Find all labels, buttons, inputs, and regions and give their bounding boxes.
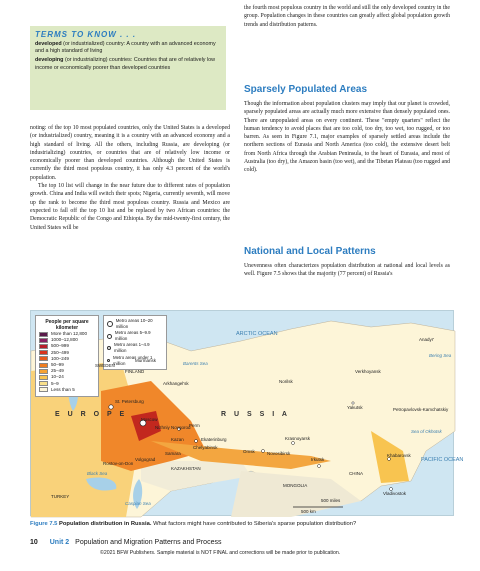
metro-dot-icon bbox=[107, 321, 113, 327]
terms-to-know-box bbox=[30, 26, 226, 110]
section-heading-national: National and Local Patterns bbox=[244, 246, 376, 257]
paragraph: the fourth most populous country in the world and still the only developed country in the group. Population changes in these countries can greatly affect global population growth trends and distribution patterns. bbox=[244, 5, 450, 28]
caption-question: What factors might have contributed to Siberia's sparse population distribution? bbox=[153, 521, 357, 527]
legend-swatch bbox=[39, 356, 48, 361]
legend-label: 1000–12,800 bbox=[51, 337, 78, 343]
city-label-krasnoyarsk: Krasnoyarsk bbox=[285, 436, 311, 441]
metro-legend-item: Metro areas under 1 million bbox=[107, 355, 163, 367]
metro-legend-item: Metro areas 1–4.9 million bbox=[107, 342, 163, 354]
legend-swatch bbox=[39, 369, 48, 374]
legend-swatch bbox=[39, 344, 48, 349]
europe-label: E U R O P E bbox=[55, 411, 128, 418]
city-label-arkhangelsk: Arkhangel'sk bbox=[163, 381, 189, 386]
unit-title: Population and Migration Patterns and Process bbox=[75, 539, 222, 546]
city-label-khabarovsk: Khabarovsk bbox=[387, 453, 411, 458]
density-legend bbox=[35, 315, 99, 397]
legend-label: 5–9 bbox=[51, 380, 59, 386]
term-definition-developed: developed (or industrialized) country: A country with an advanced economy and a high standard of living bbox=[35, 41, 216, 55]
barents-sea-label: Barents Sea bbox=[183, 361, 208, 366]
legend-label: More than 12,800 bbox=[51, 331, 88, 336]
legend-swatch bbox=[39, 375, 48, 380]
caption-title: Population distribution in Russia. bbox=[59, 521, 152, 527]
caspian-sea-label: Caspian Sea bbox=[125, 501, 151, 506]
paragraph: Unevenness often characterizes population distribution at national and local levels as well. Figure 7.5 shows that the majority (77 percent) of Russia's bbox=[244, 263, 450, 278]
city-label-yakutsk: Yakutsk bbox=[347, 405, 363, 410]
china-label: CHINA bbox=[349, 471, 364, 476]
unit-label: Unit 2 bbox=[49, 539, 70, 546]
metro-dot-icon bbox=[107, 334, 112, 339]
scale-label-miles: 500 miles bbox=[321, 498, 341, 503]
metro-legend-item: Metro areas 10–20 million bbox=[107, 318, 163, 330]
paragraph: The top 10 list will change in the near future due to different rates of population growth. China and India will switch their spots; Nigeria, currently seventh, will move up the rank to become the third most populous country. Russia and Mexico are expected to fall off the top 10 list and be replaced by two African countries: the Democratic Republic of the Congo and Ethiopia. By the mid-twenty-first century, the United States will be bbox=[30, 183, 230, 231]
city-label-petropavlovsk: Petropavlovsk-Kamchatskiy bbox=[393, 407, 449, 412]
finland-label: FINLAND bbox=[125, 369, 145, 374]
city-label-st-petersburg: St. Petersburg bbox=[115, 399, 144, 404]
city-label-norilsk: Norilsk bbox=[279, 379, 293, 384]
legend-label: 250–499 bbox=[51, 349, 69, 355]
legend-label: 100–249 bbox=[51, 355, 69, 361]
city-dot bbox=[262, 450, 265, 453]
term-definition-developing: developing (or industrializing) countries: Countries that are of relatively low income or economically poorer than developed countries bbox=[35, 57, 216, 71]
city-label-verkhoyansk: Verkhoyansk bbox=[355, 369, 381, 374]
black-sea-label: Black Sea bbox=[87, 471, 108, 476]
russia-label: R U S S I A bbox=[221, 411, 290, 418]
city-label-perm: Perm bbox=[189, 423, 200, 428]
city-label-omsk: Omsk bbox=[243, 449, 255, 454]
paragraph: Though the information about population clusters may imply that our planet is crowded, sparsely populated areas are actually much more extensive than densely populated ones. There are unpopulated areas on every continent. These "empty quarters" reflect the human tendency to avoid places that are too cold, too dry, too wet, too rugged, or too barren. As seen in Figure 7.1, major examples of sparsely settled areas include the northern sections of Eurasia and North America (too cold), the extensive desert belt from North Africa through the Arabian Peninsula, to the heart of Eurasia, and most of Australia (too dry), the Amazon basin (too wet), and the Tibetan Plateau (too rugged and cold). bbox=[244, 101, 450, 174]
legend-swatch bbox=[39, 381, 48, 386]
sweden-label: SWEDEN bbox=[95, 363, 115, 368]
russia-population-map bbox=[30, 310, 464, 516]
bering-sea-label: Bering Sea bbox=[429, 353, 452, 358]
legend-swatch bbox=[39, 387, 48, 392]
legend-label: 500–999 bbox=[51, 343, 69, 349]
legend-title: People per square kilometer bbox=[45, 319, 89, 331]
turkey-label: TURKEY bbox=[51, 494, 70, 499]
kazakhstan-label: KAZAKHSTAN bbox=[171, 466, 201, 471]
city-dot bbox=[352, 402, 354, 404]
legend-label: Less than 5 bbox=[51, 386, 75, 392]
city-label-vladivostok: Vladivostok bbox=[383, 491, 407, 496]
page-number: 10 bbox=[30, 539, 38, 546]
city-label-novosibirsk: Novosibirsk bbox=[267, 451, 291, 456]
city-dot bbox=[109, 405, 113, 409]
city-label-murmansk: Murmansk bbox=[135, 358, 157, 363]
figure-caption bbox=[30, 521, 460, 527]
city-label-anadyr: Anadyr' bbox=[419, 337, 435, 342]
page-footer bbox=[30, 539, 221, 546]
legend-item bbox=[39, 387, 95, 393]
city-label-chelyabinsk: Chelyabinsk bbox=[193, 445, 218, 450]
city-label-volgograd: Volgograd bbox=[135, 457, 156, 462]
okhotsk-sea-label: Sea of Okhotsk bbox=[411, 429, 442, 434]
scale-label-km: 500 km bbox=[301, 509, 316, 514]
copyright-notice: ©2021 BFW Publishers. Sample material is NOT FINAL and corrections will be made prior to publication. bbox=[100, 550, 341, 556]
right-text-column-middle bbox=[244, 100, 450, 175]
city-label-kazan: Kazan bbox=[171, 437, 184, 442]
city-dot bbox=[292, 442, 295, 445]
right-text-column-bottom bbox=[244, 262, 450, 279]
legend-label: 50–99 bbox=[51, 362, 64, 368]
city-label-moscow: Moscow bbox=[141, 417, 158, 422]
metro-dot-icon bbox=[107, 359, 110, 362]
legend-swatch bbox=[39, 338, 48, 343]
city-label-nizhniy-novgorod: Nizhniy Novgorod bbox=[155, 425, 191, 430]
paragraph: noting: of the top 10 most populated countries, only the United States is a developed (or industrialized) country, meaning it is a country with an advanced economy and a high standard of living. All the others, including Russia, are developing (or industrializing) countries, or countries that are of relatively low income or economically poorer than developed countries. Although the United States is currently the third most populous country, it has only 4.3 percent of the world's population. bbox=[30, 125, 230, 181]
legend-label: 25–49 bbox=[51, 368, 64, 374]
legend-swatch bbox=[39, 332, 48, 337]
legend-swatch bbox=[39, 350, 48, 355]
city-label-irkutsk: Irkutsk bbox=[311, 457, 325, 462]
metro-legend-item: Metro areas 5–9.9 million bbox=[107, 330, 163, 342]
arctic-ocean-label: ARCTIC OCEAN bbox=[236, 331, 278, 337]
city-label-ekaterinburg: Ekaterinburg bbox=[201, 437, 227, 442]
legend-label: 10–24 bbox=[51, 374, 64, 380]
city-dot bbox=[318, 465, 321, 468]
city-label-rostov: Rostov-on-Don bbox=[103, 461, 134, 466]
left-text-column bbox=[30, 124, 230, 232]
city-label-samara: Samara bbox=[165, 451, 181, 456]
figure-number: Figure 7.5 bbox=[30, 521, 58, 527]
section-heading-sparse: Sparsely Populated Areas bbox=[244, 84, 368, 95]
pacific-ocean-label: PACIFIC OCEAN bbox=[421, 457, 464, 463]
mongolia-label: MONGOLIA bbox=[283, 483, 308, 488]
right-text-column-top bbox=[244, 4, 450, 29]
terms-heading: TERMS TO KNOW . . . bbox=[35, 30, 137, 39]
city-dot bbox=[195, 440, 198, 443]
metro-dot-icon bbox=[107, 346, 111, 350]
legend-swatch bbox=[39, 363, 48, 368]
